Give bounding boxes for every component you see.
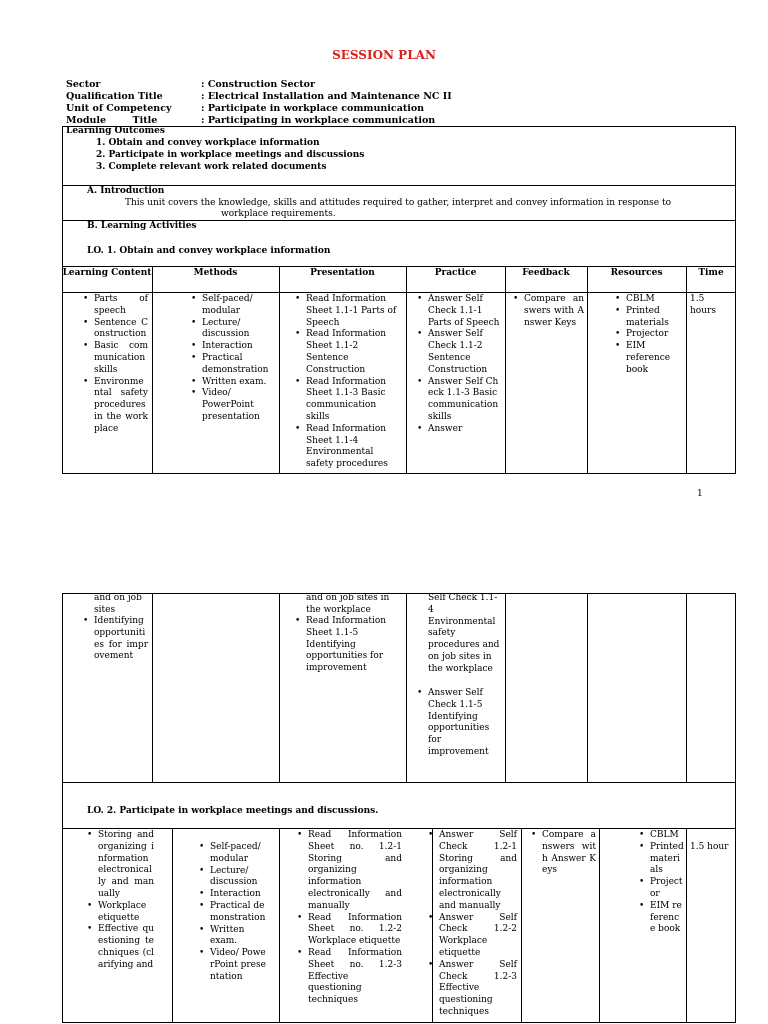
list-item: • Printed materials [636,842,684,877]
learning-outcomes-label: Learning Outcomes [66,126,165,136]
col-divider [152,593,153,782]
activities-heading: B. Learning Activities [87,221,197,231]
col-divider [587,593,588,782]
lo1-content-cont [94,593,150,617]
col-divider [587,266,588,474]
page-number: 1 [697,489,703,499]
learning-outcomes-list [96,138,364,173]
lo2-time: 1.5 hour [690,842,729,852]
divider [62,828,736,829]
lo2-presentation-list [294,830,402,1007]
learning-outcome: 2. Participate in workplace meetings and discussions [96,149,365,160]
intro-text: This unit covers the knowledge, skills and attitudes required to gather, interpret and convey information in response to [125,198,672,208]
list-item: • Printed materials [612,306,684,330]
col-header-learning-content: Learning Content [62,268,152,278]
header-label: Module Title [66,115,158,126]
divider [62,292,736,293]
list-item: • Written exam. [196,925,268,949]
lo1-heading: LO. 1. Obtain and convey workplace information [87,246,331,256]
list-item: • Basic communication skills [80,341,148,376]
col-divider [686,593,687,782]
list-item: • Compare answers with Answer Keys [528,830,596,877]
col-divider [279,828,280,1023]
lo1-presentation-list-cont [292,616,402,675]
header-info [0,79,768,127]
list-item: • Answer Self Check 1.2-2 Workplace etiquette [425,913,517,960]
header-label: Unit of Competency [66,103,172,114]
list-item: • Parts of speech [80,294,148,318]
list-item: • CBLM [612,294,684,306]
list-item: • Workplace etiquette [84,901,154,925]
col-divider [406,593,407,782]
intro-heading: A. Introduction [87,186,165,196]
list-item: • Read Information Sheet no. 1.2-2 Workplace etiquette [294,913,402,948]
divider [62,266,736,267]
list-item: • Written exam. [188,377,276,389]
col-divider [152,266,153,474]
list-item: • EIM reference book [636,901,684,936]
divider [62,782,736,783]
col-divider [505,593,506,782]
list-item: • Sentence Construction [80,318,148,342]
list-item: • Practical demonstration [196,901,268,925]
lo1-presentation-list [292,294,402,471]
list-item: • Read Information Sheet 1.1-4 Environmental safety procedures [292,424,402,471]
list-item: • Storing and organizing information electronically and manually [84,830,154,901]
list-item: • Lecture/ discussion [188,318,276,342]
list-item: • Answer Self Check 1.1-2 Sentence Construction [414,329,502,376]
learning-outcome: 1. Obtain and convey workplace information [96,138,320,148]
list-item: • Effective questioning techniques (clarifying and [84,924,154,971]
lo1-content-list-cont [80,616,148,663]
list-item: • Read Information Sheet no. 1.2-1 Storing and organizing information electronically and manually [294,830,402,913]
list-item: • Read Information Sheet 1.1-2 Sentence Construction [292,329,402,376]
lo1-practice-list-cont [414,688,502,759]
col-divider [686,266,687,474]
col-header-time: Time [698,268,724,278]
list-item: • EIM reference book [612,341,684,376]
list-item: • Read Information Sheet 1.1-1 Parts of Speech [292,294,402,329]
list-item: • Interaction [188,341,276,353]
col-divider [172,828,173,1023]
lo2-feedback-list [528,830,596,877]
col-divider [505,266,506,474]
col-header-practice: Practice [434,268,477,278]
list-item: • Interaction [196,889,268,901]
list-item: • Answer Self Check 1.1-3 Basic communication skills [414,377,502,424]
header-value: : Construction Sector [201,79,316,90]
lo2-resources-list [636,830,684,936]
list-item: • Video/ PowerPoint presentation [188,388,276,423]
list-item: • Video/ PowerPoint presentation [196,948,268,983]
list-item: • Answer [414,424,502,436]
lo1-presentation-cont: and on job sites in the workplace [306,593,390,615]
col-divider [279,266,280,474]
list-item: • Self-paced/ modular [196,842,268,866]
list-item: • Self-paced/ modular [188,294,276,318]
col-header-resources: Resources [610,268,663,278]
lo1-practice-list [414,294,502,436]
list-item: • Read Information Sheet 1.1-3 Basic communication skills [292,377,402,424]
list-item: • Answer Self Check 1.1-1 Parts of Speech [414,294,502,329]
header-value: : Participate in workplace communication [201,103,425,114]
header-value: : Electrical Installation and Maintenance NC II [201,91,452,102]
lo1-methods-list [188,294,276,424]
lo1-time: 1.5 hours [690,294,716,316]
col-divider [599,828,600,1023]
col-divider [521,828,522,1023]
list-item: • CBLM [636,830,684,842]
list-item: • Lecture/ discussion [196,866,268,890]
list-item: • Answer Self Check 1.1-5 Identifying opportunities for improvement [414,688,502,759]
list-item: • Read Information Sheet 1.1-5 Identifying opportunities for improvement [292,616,402,675]
lo2-heading: LO. 2. Participate in workplace meetings and discussions. [87,806,379,816]
learning-outcome: 3. Complete relevant work related documents [96,161,327,172]
list-item: • Answer Self Check 1.2-3 Effective questioning techniques [425,960,517,1019]
list-item: • Practical demonstration [188,353,276,377]
col-divider [279,593,280,782]
lo2-methods-list [196,842,268,984]
list-item: • Read Information Sheet no. 1.2-3 Effective questioning techniques [294,948,402,1007]
intro-text-cont: workplace requirements. [221,209,336,219]
header-value: : Participating in workplace communication [201,115,436,126]
list-item: • Compare answers with Answer Keys [510,294,584,329]
lo1-feedback-list [510,294,584,329]
lo2-practice-list [425,830,517,1019]
list-item: • Answer Self Check 1.2-1 Storing and organizing information electronically and manually [425,830,517,913]
col-divider [686,828,687,1023]
list-item: • Environmental safety procedures in the workplace [80,377,148,436]
list-item: • Projector [612,329,684,341]
col-header-methods: Methods [193,268,238,278]
lo1-resources-list [612,294,684,377]
col-divider [406,266,407,474]
col-header-presentation: Presentation [310,268,375,278]
list-item: • Identifying opportunities for improvement [80,616,148,663]
lo1-content-list [80,294,148,436]
header-label: Sector [66,79,101,90]
document-title: SESSION PLAN [332,48,436,62]
lo1-practice-cont: Self Check 1.1-4 Environmental safety procedures and on job sites in the workplace [428,593,500,674]
list-item: • Projector [636,877,684,901]
col-header-feedback: Feedback [522,268,570,278]
header-label: Qualification Title [66,91,163,102]
continued-text: and on job sites [94,593,142,615]
lo2-content-list [84,830,154,972]
